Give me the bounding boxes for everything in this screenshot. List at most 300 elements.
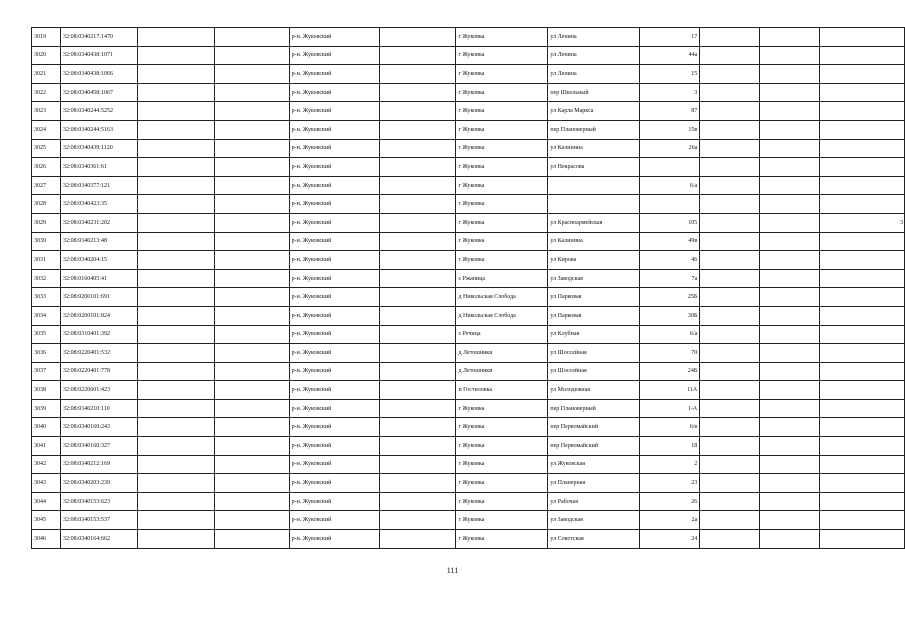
cell-district: р-н. Жуковский <box>289 399 379 418</box>
cell-col-6 <box>379 83 456 102</box>
cell-col-3 <box>137 306 214 325</box>
cell-col-12 <box>820 139 905 158</box>
cell-col-10 <box>700 120 760 139</box>
cell-house-number: 15 <box>640 65 700 84</box>
cell-col-11 <box>760 195 820 214</box>
cell-cadastral-number: 32:08:0340160:243 <box>60 418 137 437</box>
cell-col-10 <box>700 474 760 493</box>
cell-col-12 <box>820 418 905 437</box>
cell-col-10 <box>700 176 760 195</box>
cell-col-10 <box>700 511 760 530</box>
cell-col-12 <box>820 158 905 177</box>
cell-col-10 <box>700 158 760 177</box>
cell-settlement: г Жуковка <box>456 437 548 456</box>
cell-col-6 <box>379 474 456 493</box>
cell-district: р-н. Жуковский <box>289 65 379 84</box>
cell-house-number: 6/а <box>640 325 700 344</box>
cell-street: ул Клубная <box>548 325 640 344</box>
table-row <box>32 213 905 232</box>
cell-settlement: г Жуковка <box>456 46 548 65</box>
cell-col-10 <box>700 46 760 65</box>
cell-col-11 <box>760 325 820 344</box>
cell-cadastral-number: 32:08:0340423:35 <box>60 195 137 214</box>
table-row <box>32 325 905 344</box>
cell-settlement: г Жуковка <box>456 139 548 158</box>
cell-col-3 <box>137 213 214 232</box>
cell-district: р-н. Жуковский <box>289 492 379 511</box>
cell-col-4 <box>214 530 289 549</box>
cell-col-6 <box>379 362 456 381</box>
cell-col-6 <box>379 65 456 84</box>
table-row <box>32 120 905 139</box>
table-row <box>32 251 905 270</box>
cell-house-number: 26а <box>640 139 700 158</box>
cell-settlement: д Никольская Слобода <box>456 288 548 307</box>
cell-col-11 <box>760 306 820 325</box>
cell-col-12 <box>820 46 905 65</box>
cell-street: ул Планерная <box>548 474 640 493</box>
table-row <box>32 139 905 158</box>
cell-settlement: д Летошники <box>456 344 548 363</box>
cell-house-number: 49в <box>640 232 700 251</box>
cell-row-number: 3042 <box>32 455 61 474</box>
cell-street: ул Кирова <box>548 251 640 270</box>
cell-cadastral-number: 32:08:0310401:392 <box>60 325 137 344</box>
cell-col-4 <box>214 362 289 381</box>
cell-col-4 <box>214 232 289 251</box>
cell-settlement: г Жуковка <box>456 399 548 418</box>
page-number: 111 <box>446 566 459 575</box>
cell-col-4 <box>214 213 289 232</box>
cell-house-number: 24 <box>640 530 700 549</box>
cell-district: р-н. Жуковский <box>289 213 379 232</box>
cell-col-11 <box>760 344 820 363</box>
cell-street: ул Заводская <box>548 269 640 288</box>
cell-col-12 <box>820 176 905 195</box>
cell-settlement: г Жуковка <box>456 65 548 84</box>
cell-house-number: 105 <box>640 213 700 232</box>
cell-col-12 <box>820 344 905 363</box>
cell-district: р-н. Жуковский <box>289 232 379 251</box>
cell-street: ул Парковая <box>548 288 640 307</box>
cell-col-6 <box>379 455 456 474</box>
cell-col-4 <box>214 306 289 325</box>
cell-settlement: г Жуковка <box>456 176 548 195</box>
cell-district: р-н. Жуковский <box>289 288 379 307</box>
cell-col-3 <box>137 325 214 344</box>
cell-cadastral-number: 32:08:0340458:1067 <box>60 83 137 102</box>
cell-cadastral-number: 32:08:0340164:662 <box>60 530 137 549</box>
cell-col-11 <box>760 120 820 139</box>
cell-cadastral-number: 32:08:0220601:423 <box>60 381 137 400</box>
table-row <box>32 83 905 102</box>
cell-settlement: г Жуковка <box>456 418 548 437</box>
cell-col-4 <box>214 325 289 344</box>
cell-cadastral-number: 32:08:0340153:537 <box>60 511 137 530</box>
cell-col-4 <box>214 83 289 102</box>
cell-row-number: 3040 <box>32 418 61 437</box>
cell-col-6 <box>379 139 456 158</box>
cell-street: ул Ленина <box>548 65 640 84</box>
cell-district: р-н. Жуковский <box>289 46 379 65</box>
cell-col-4 <box>214 251 289 270</box>
cell-col-11 <box>760 288 820 307</box>
cell-house-number: 15в <box>640 120 700 139</box>
cell-col-6 <box>379 530 456 549</box>
cell-col-12 <box>820 232 905 251</box>
cell-col-3 <box>137 511 214 530</box>
cell-street: ул Жуковская <box>548 455 640 474</box>
cell-col-6 <box>379 306 456 325</box>
cell-cadastral-number: 32:08:0340438:1071 <box>60 46 137 65</box>
cell-row-number: 3031 <box>32 251 61 270</box>
cell-col-6 <box>379 251 456 270</box>
cell-col-12 <box>820 102 905 121</box>
cell-col-12 <box>820 530 905 549</box>
cell-col-12 <box>820 288 905 307</box>
cell-row-number: 3036 <box>32 344 61 363</box>
cell-col-11 <box>760 213 820 232</box>
cell-col-3 <box>137 251 214 270</box>
cell-col-4 <box>214 418 289 437</box>
cell-col-4 <box>214 158 289 177</box>
cell-col-6 <box>379 28 456 47</box>
cell-col-11 <box>760 474 820 493</box>
cell-district: р-н. Жуковский <box>289 381 379 400</box>
cell-row-number: 3046 <box>32 530 61 549</box>
cell-col-10 <box>700 362 760 381</box>
cell-house-number: 2 <box>640 455 700 474</box>
cell-col-3 <box>137 288 214 307</box>
cell-col-10 <box>700 288 760 307</box>
cell-col-3 <box>137 344 214 363</box>
cell-cadastral-number: 32:08:0340213:48 <box>60 232 137 251</box>
cell-col-10 <box>700 83 760 102</box>
cell-street: пер Плановерный <box>548 120 640 139</box>
cell-cadastral-number: 32:08:0340210:110 <box>60 399 137 418</box>
cell-col-3 <box>137 176 214 195</box>
cell-col-4 <box>214 28 289 47</box>
cell-settlement: д Летошники <box>456 362 548 381</box>
cell-cadastral-number: 32:08:0160405:41 <box>60 269 137 288</box>
cell-street: ул Карла Маркса <box>548 102 640 121</box>
cell-cadastral-number: 32:08:0340377:121 <box>60 176 137 195</box>
cell-district: р-н. Жуковский <box>289 437 379 456</box>
cell-col-3 <box>137 158 214 177</box>
cell-col-10 <box>700 213 760 232</box>
cell-row-number: 3023 <box>32 102 61 121</box>
cell-row-number: 3029 <box>32 213 61 232</box>
cell-col-10 <box>700 65 760 84</box>
cell-cadastral-number: 32:08:0340160:327 <box>60 437 137 456</box>
cell-col-10 <box>700 344 760 363</box>
cell-settlement: с Ржаница <box>456 269 548 288</box>
cell-district: р-н. Жуковский <box>289 344 379 363</box>
table-body <box>32 28 905 549</box>
cell-house-number: 70 <box>640 344 700 363</box>
cell-settlement: г Жуковка <box>456 474 548 493</box>
cell-col-12 <box>820 381 905 400</box>
cell-district: р-н. Жуковский <box>289 455 379 474</box>
cell-col-11 <box>760 399 820 418</box>
cell-col-11 <box>760 269 820 288</box>
table-row <box>32 344 905 363</box>
cell-col-4 <box>214 120 289 139</box>
cell-col-3 <box>137 232 214 251</box>
cell-col-3 <box>137 381 214 400</box>
cell-house-number: 44а <box>640 46 700 65</box>
cell-district: р-н. Жуковский <box>289 362 379 381</box>
cell-col-6 <box>379 213 456 232</box>
cell-col-4 <box>214 455 289 474</box>
cell-col-10 <box>700 455 760 474</box>
cell-col-12 <box>820 28 905 47</box>
cell-col-4 <box>214 195 289 214</box>
cell-settlement: г Жуковка <box>456 195 548 214</box>
cell-col-3 <box>137 492 214 511</box>
cell-col-12 <box>820 492 905 511</box>
cell-col-12 <box>820 83 905 102</box>
cell-col-3 <box>137 83 214 102</box>
cell-district: р-н. Жуковский <box>289 511 379 530</box>
cell-col-6 <box>379 288 456 307</box>
cell-row-number: 3033 <box>32 288 61 307</box>
cell-cadastral-number: 32:08:0340439:1120 <box>60 139 137 158</box>
cell-settlement: г Жуковка <box>456 251 548 270</box>
cell-col-3 <box>137 418 214 437</box>
cell-col-12: 3 <box>820 213 905 232</box>
cell-col-6 <box>379 195 456 214</box>
cell-settlement: д Никольская Слобода <box>456 306 548 325</box>
cell-street: пер Первомайский <box>548 437 640 456</box>
cell-col-12 <box>820 511 905 530</box>
cell-house-number: 87 <box>640 102 700 121</box>
cell-row-number: 3044 <box>32 492 61 511</box>
cell-street: ул Молодежная <box>548 381 640 400</box>
cell-col-11 <box>760 46 820 65</box>
cell-col-6 <box>379 344 456 363</box>
cell-house-number: 3 <box>640 83 700 102</box>
cell-street: пер Школьный <box>548 83 640 102</box>
cell-col-3 <box>137 46 214 65</box>
cell-col-10 <box>700 251 760 270</box>
cell-house-number: 2а <box>640 511 700 530</box>
cell-settlement: г Жуковка <box>456 120 548 139</box>
cell-cadastral-number: 32:08:0340153:623 <box>60 492 137 511</box>
cell-district: р-н. Жуковский <box>289 102 379 121</box>
cell-col-4 <box>214 437 289 456</box>
cell-cadastral-number: 32:08:0220401:778 <box>60 362 137 381</box>
cell-house-number: 7а <box>640 269 700 288</box>
cell-col-3 <box>137 455 214 474</box>
cell-col-11 <box>760 102 820 121</box>
cell-col-4 <box>214 288 289 307</box>
cell-street: пер Плановерный <box>548 399 640 418</box>
cell-col-4 <box>214 46 289 65</box>
cell-col-3 <box>137 195 214 214</box>
cell-district: р-н. Жуковский <box>289 28 379 47</box>
cell-col-12 <box>820 65 905 84</box>
table-row <box>32 46 905 65</box>
cell-settlement: п Гостиловка <box>456 381 548 400</box>
cell-col-10 <box>700 139 760 158</box>
cell-col-3 <box>137 362 214 381</box>
cell-col-3 <box>137 102 214 121</box>
cell-col-11 <box>760 418 820 437</box>
cell-cadastral-number: 32:08:0220401:532 <box>60 344 137 363</box>
cell-col-6 <box>379 418 456 437</box>
cell-row-number: 3022 <box>32 83 61 102</box>
table-row <box>32 399 905 418</box>
cell-col-6 <box>379 158 456 177</box>
cell-col-3 <box>137 120 214 139</box>
cell-street: ул Советская <box>548 530 640 549</box>
table-row <box>32 176 905 195</box>
cell-row-number: 3035 <box>32 325 61 344</box>
cell-col-11 <box>760 232 820 251</box>
cell-district: р-н. Жуковский <box>289 176 379 195</box>
cell-col-10 <box>700 325 760 344</box>
cell-col-10 <box>700 195 760 214</box>
cell-col-12 <box>820 474 905 493</box>
cell-house-number <box>640 195 700 214</box>
cell-col-11 <box>760 492 820 511</box>
cell-settlement: г Жуковка <box>456 232 548 251</box>
cell-col-11 <box>760 65 820 84</box>
cell-col-12 <box>820 362 905 381</box>
cell-col-11 <box>760 176 820 195</box>
cell-cadastral-number: 32:08:0340361:61 <box>60 158 137 177</box>
cell-house-number: 46 <box>640 251 700 270</box>
cell-street: пер Первомайский <box>548 418 640 437</box>
table-row <box>32 437 905 456</box>
table-row <box>32 306 905 325</box>
cell-street: ул Красноармейская <box>548 213 640 232</box>
cell-col-12 <box>820 399 905 418</box>
cell-col-10 <box>700 306 760 325</box>
cell-col-12 <box>820 325 905 344</box>
cell-col-4 <box>214 492 289 511</box>
cell-col-6 <box>379 492 456 511</box>
cell-col-12 <box>820 269 905 288</box>
cell-col-6 <box>379 399 456 418</box>
cell-col-10 <box>700 437 760 456</box>
cell-col-3 <box>137 65 214 84</box>
cell-col-11 <box>760 139 820 158</box>
cell-row-number: 3026 <box>32 158 61 177</box>
cell-street: ул Заводская <box>548 511 640 530</box>
cell-district: р-н. Жуковский <box>289 195 379 214</box>
cell-col-10 <box>700 381 760 400</box>
cell-col-3 <box>137 269 214 288</box>
cell-settlement: г Жуковка <box>456 213 548 232</box>
cell-district: р-н. Жуковский <box>289 418 379 437</box>
cell-house-number: 18 <box>640 437 700 456</box>
cell-row-number: 3032 <box>32 269 61 288</box>
cell-district: р-н. Жуковский <box>289 120 379 139</box>
table-row <box>32 381 905 400</box>
cell-district: р-н. Жуковский <box>289 139 379 158</box>
cell-col-6 <box>379 325 456 344</box>
cell-col-6 <box>379 120 456 139</box>
cell-cadastral-number: 32:08:0340244:5163 <box>60 120 137 139</box>
cell-cadastral-number: 32:08:0200101:691 <box>60 288 137 307</box>
cell-row-number: 3039 <box>32 399 61 418</box>
cell-col-6 <box>379 232 456 251</box>
cell-col-3 <box>137 474 214 493</box>
cell-district: р-н. Жуковский <box>289 325 379 344</box>
cell-col-11 <box>760 437 820 456</box>
cell-street <box>548 176 640 195</box>
table-row <box>32 28 905 47</box>
cell-settlement: г Жуковка <box>456 492 548 511</box>
cell-district: р-н. Жуковский <box>289 474 379 493</box>
cell-house-number: 25Б <box>640 288 700 307</box>
cell-col-12 <box>820 120 905 139</box>
cell-col-12 <box>820 195 905 214</box>
cell-row-number: 3043 <box>32 474 61 493</box>
table-row <box>32 288 905 307</box>
table-row <box>32 530 905 549</box>
cell-cadastral-number: 32:08:0200101:824 <box>60 306 137 325</box>
cell-settlement: г Жуковка <box>456 83 548 102</box>
cell-row-number: 3045 <box>32 511 61 530</box>
cell-row-number: 3041 <box>32 437 61 456</box>
cell-street: ул Калинина <box>548 232 640 251</box>
cell-house-number: 24Б <box>640 362 700 381</box>
cell-cadastral-number: 32:08:0340217:1470 <box>60 28 137 47</box>
cell-street: ул Ленина <box>548 28 640 47</box>
cell-col-3 <box>137 530 214 549</box>
cell-settlement: г Жуковка <box>456 158 548 177</box>
cell-house-number: 23 <box>640 474 700 493</box>
cell-col-11 <box>760 28 820 47</box>
cell-street: ул Шоссейная <box>548 344 640 363</box>
table-row <box>32 455 905 474</box>
cell-col-10 <box>700 418 760 437</box>
cell-col-4 <box>214 65 289 84</box>
cell-street: ул Парковая <box>548 306 640 325</box>
cell-settlement: г Жуковка <box>456 511 548 530</box>
cell-col-4 <box>214 269 289 288</box>
cell-col-3 <box>137 437 214 456</box>
cell-col-11 <box>760 362 820 381</box>
cell-col-6 <box>379 437 456 456</box>
cell-row-number: 3030 <box>32 232 61 251</box>
cell-cadastral-number: 32:08:0340231:202 <box>60 213 137 232</box>
cell-cadastral-number: 32:08:0340438:1066 <box>60 65 137 84</box>
cell-row-number: 3037 <box>32 362 61 381</box>
cell-col-6 <box>379 381 456 400</box>
cell-house-number <box>640 158 700 177</box>
cell-col-4 <box>214 399 289 418</box>
cell-col-6 <box>379 46 456 65</box>
cell-row-number: 3020 <box>32 46 61 65</box>
table-row <box>32 362 905 381</box>
cell-district: р-н. Жуковский <box>289 306 379 325</box>
cell-col-12 <box>820 306 905 325</box>
cell-cadastral-number: 32:08:0340244:5252 <box>60 102 137 121</box>
cell-street: ул Шоссейная <box>548 362 640 381</box>
cell-district: р-н. Жуковский <box>289 530 379 549</box>
cell-street: ул Калинина <box>548 139 640 158</box>
cell-cadastral-number: 32:08:0340203:239 <box>60 474 137 493</box>
cell-row-number: 3021 <box>32 65 61 84</box>
cell-col-4 <box>214 139 289 158</box>
table-row <box>32 102 905 121</box>
cell-district: р-н. Жуковский <box>289 251 379 270</box>
cell-col-11 <box>760 530 820 549</box>
